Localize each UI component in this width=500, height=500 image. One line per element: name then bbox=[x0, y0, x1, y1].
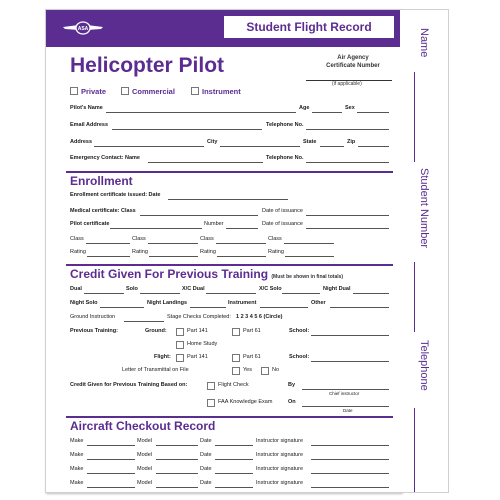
medical-label: Medical certificate: Class bbox=[70, 208, 136, 214]
number-label: Number bbox=[204, 221, 224, 227]
date-issuance-label: Date of issuance bbox=[262, 221, 303, 227]
enrollment-issued-row bbox=[70, 192, 393, 201]
class-label: Class bbox=[132, 236, 146, 242]
letter-row bbox=[70, 367, 393, 376]
ground-instruction-field[interactable] bbox=[124, 321, 164, 322]
credit-heading-text: Credit Given For Previous Training bbox=[70, 267, 269, 281]
model-label: Model bbox=[137, 466, 152, 472]
xc-solo-label: X/C Solo bbox=[259, 286, 282, 292]
solo-label: Solo bbox=[126, 286, 138, 292]
previous-flight-row bbox=[70, 354, 393, 363]
class-label: Class bbox=[268, 236, 282, 242]
emergency-telephone-field[interactable] bbox=[306, 162, 389, 163]
home-study-label: Home Study bbox=[187, 341, 218, 347]
class-field[interactable] bbox=[284, 243, 334, 244]
xc-dual-field[interactable] bbox=[206, 293, 256, 294]
address-field[interactable] bbox=[94, 146, 204, 147]
rating-field[interactable] bbox=[217, 256, 266, 257]
pilot-name-field[interactable] bbox=[106, 112, 296, 113]
form-header bbox=[46, 10, 401, 47]
date-field[interactable] bbox=[215, 445, 253, 446]
agency-label bbox=[318, 54, 388, 70]
rating-label: Rating bbox=[200, 249, 216, 255]
night-dual-label: Night Dual bbox=[323, 286, 351, 292]
rating-label: Instrument bbox=[202, 87, 241, 96]
model-label: Model bbox=[137, 480, 152, 486]
night-landings-label: Night Landings bbox=[147, 300, 188, 306]
model-field[interactable] bbox=[156, 473, 198, 474]
city-label: City bbox=[207, 139, 218, 145]
address-row bbox=[70, 139, 393, 148]
date-field[interactable] bbox=[215, 473, 253, 474]
model-field[interactable] bbox=[156, 445, 198, 446]
date-label: Date bbox=[200, 466, 212, 472]
part141-label: Part 141 bbox=[187, 328, 208, 334]
rating-private[interactable] bbox=[70, 87, 106, 96]
checkout-row bbox=[70, 452, 393, 461]
model-label: Model bbox=[137, 438, 152, 444]
ground-instruction-label: Ground Instruction bbox=[70, 314, 116, 320]
class-field[interactable] bbox=[148, 243, 198, 244]
xc-dual-label: X/C Dual bbox=[182, 286, 205, 292]
city-field[interactable] bbox=[220, 146, 300, 147]
pilot-name-row bbox=[70, 105, 393, 114]
email-label: Email Address bbox=[70, 122, 109, 128]
part141-ground-checkbox[interactable] bbox=[176, 328, 184, 336]
rating-label: Private bbox=[81, 87, 107, 96]
enrollment-heading: Enrollment bbox=[70, 174, 133, 188]
date-caption: Date bbox=[343, 408, 353, 413]
part141-label: Part 141 bbox=[187, 354, 208, 360]
based-on-row bbox=[70, 382, 393, 391]
stage-options[interactable]: 1 2 3 4 5 6 (Circle) bbox=[236, 314, 283, 320]
previous-training-label: Previous Training: bbox=[70, 328, 118, 334]
faa-row bbox=[70, 399, 393, 408]
xc-solo-field[interactable] bbox=[282, 293, 320, 294]
part61-ground-checkbox[interactable] bbox=[232, 328, 240, 336]
flight-check-checkbox[interactable] bbox=[207, 382, 215, 390]
medical-row bbox=[70, 208, 393, 217]
ground-label: Ground: bbox=[145, 328, 167, 334]
make-field[interactable] bbox=[87, 459, 135, 460]
part61-label: Part 61 bbox=[243, 328, 261, 334]
tab-student-number-label: Student Number bbox=[418, 168, 430, 249]
night-solo-label: Night Solo bbox=[70, 300, 98, 306]
flight-label: Flight: bbox=[154, 354, 171, 360]
emergency-name-field[interactable] bbox=[148, 162, 263, 163]
make-field[interactable] bbox=[87, 487, 135, 488]
rating-label: Rating bbox=[268, 249, 284, 255]
pilot-cert-number-field[interactable] bbox=[226, 228, 258, 229]
checkbox[interactable] bbox=[70, 87, 78, 95]
emergency-label: Emergency Contact: Name bbox=[70, 155, 140, 161]
pilot-cert-label: Pilot certificate bbox=[70, 221, 110, 227]
night-dual-field[interactable] bbox=[353, 293, 389, 294]
faa-exam-checkbox[interactable] bbox=[207, 399, 215, 407]
rating-label: Commercial bbox=[132, 87, 175, 96]
rating-label: Rating bbox=[132, 249, 148, 255]
agency-line1: Air Agency bbox=[337, 55, 369, 61]
emergency-telephone-label: Telephone No. bbox=[266, 155, 304, 161]
rating-row bbox=[70, 249, 393, 258]
part61-flight-checkbox[interactable] bbox=[232, 354, 240, 362]
checkbox[interactable] bbox=[191, 87, 199, 95]
based-on-label: Credit Given for Previous Training Based on: bbox=[70, 382, 188, 388]
address-label: Address bbox=[70, 139, 93, 145]
signature-label: Instructor signature bbox=[256, 452, 304, 458]
age-field[interactable] bbox=[312, 112, 342, 113]
tab-telephone-label: Telephone bbox=[418, 340, 430, 391]
zip-label: Zip bbox=[347, 139, 356, 145]
model-field[interactable] bbox=[156, 487, 198, 488]
dual-label: Dual bbox=[70, 286, 82, 292]
school-field[interactable] bbox=[311, 361, 389, 362]
make-label: Make bbox=[70, 480, 84, 486]
pilot-cert-date-field[interactable] bbox=[306, 228, 389, 229]
make-field[interactable] bbox=[87, 445, 135, 446]
signature-field[interactable] bbox=[311, 487, 389, 488]
enrollment-issued-label: Enrollment certificate issued: Date bbox=[70, 192, 161, 198]
make-label: Make bbox=[70, 466, 84, 472]
credit-dual-row bbox=[70, 286, 393, 295]
date-label: Date bbox=[200, 438, 212, 444]
school-field[interactable] bbox=[311, 335, 389, 336]
signature-field[interactable] bbox=[311, 473, 389, 474]
instrument-label: Instrument bbox=[228, 300, 257, 306]
model-label: Model bbox=[137, 452, 152, 458]
date-field[interactable] bbox=[215, 459, 253, 460]
by-label: By bbox=[288, 382, 296, 388]
make-field[interactable] bbox=[87, 473, 135, 474]
pilot-name-label: Pilot's Name bbox=[70, 105, 103, 111]
part141-flight-checkbox[interactable] bbox=[176, 354, 184, 362]
enrollment-date-field[interactable] bbox=[168, 199, 288, 200]
section-divider bbox=[66, 171, 393, 173]
dual-field[interactable] bbox=[84, 293, 124, 294]
agency-note: (if applicable) bbox=[332, 81, 362, 87]
class-field[interactable] bbox=[216, 243, 266, 244]
chief-instructor-field[interactable] bbox=[302, 389, 389, 390]
yes-checkbox[interactable] bbox=[232, 367, 240, 375]
class-field[interactable] bbox=[86, 243, 130, 244]
chief-instructor-label: Chief instructor bbox=[329, 391, 360, 396]
yes-label: Yes bbox=[243, 367, 252, 373]
signature-field[interactable] bbox=[311, 445, 389, 446]
class-label: Class bbox=[200, 236, 214, 242]
signature-field[interactable] bbox=[311, 459, 389, 460]
flight-record-form bbox=[45, 9, 402, 493]
email-row bbox=[70, 122, 393, 131]
previous-ground-row bbox=[70, 328, 393, 337]
on-label: On bbox=[288, 399, 296, 405]
student-number-line[interactable] bbox=[414, 262, 415, 332]
rating-field[interactable] bbox=[87, 256, 130, 257]
telephone-line[interactable] bbox=[414, 408, 415, 492]
checkout-row bbox=[70, 438, 393, 447]
sex-field[interactable] bbox=[357, 112, 389, 113]
signature-label: Instructor signature bbox=[256, 466, 304, 472]
medical-date-field[interactable] bbox=[306, 215, 389, 216]
solo-field[interactable] bbox=[140, 293, 180, 294]
tab-name-label: Name bbox=[418, 28, 430, 58]
zip-field[interactable] bbox=[358, 146, 389, 147]
section-divider bbox=[66, 264, 393, 266]
checkout-row bbox=[70, 466, 393, 475]
credit-night-row bbox=[70, 300, 393, 309]
make-label: Make bbox=[70, 438, 84, 444]
asa-wings-logo-icon bbox=[62, 17, 104, 39]
ground-row bbox=[70, 314, 393, 323]
logo-text: ASA bbox=[77, 26, 89, 32]
date-field[interactable] bbox=[215, 487, 253, 488]
age-label: Age bbox=[299, 105, 310, 111]
sex-label: Sex bbox=[345, 105, 355, 111]
rating-commercial[interactable] bbox=[121, 87, 175, 96]
credit-heading bbox=[70, 267, 343, 281]
checkout-heading: Aircraft Checkout Record bbox=[70, 419, 216, 433]
telephone-label: Telephone No. bbox=[266, 122, 304, 128]
signature-label: Instructor signature bbox=[256, 438, 304, 444]
school-label: School: bbox=[289, 328, 310, 334]
date-issuance-label: Date of issuance bbox=[262, 208, 303, 214]
instrument-field[interactable] bbox=[260, 307, 308, 308]
faa-exam-label: FAA Knowledge Exam bbox=[218, 399, 273, 405]
night-solo-field[interactable] bbox=[100, 307, 144, 308]
checkbox[interactable] bbox=[121, 87, 129, 95]
email-field[interactable] bbox=[112, 129, 262, 130]
rating-field[interactable] bbox=[149, 256, 198, 257]
stage-checks-label: Stage Checks Completed: bbox=[167, 314, 231, 320]
medical-class-field[interactable] bbox=[140, 215, 258, 216]
signature-label: Instructor signature bbox=[256, 480, 304, 486]
date-label: Date bbox=[200, 480, 212, 486]
letter-label: Letter of Transmittal on File bbox=[122, 367, 189, 373]
night-landings-field[interactable] bbox=[190, 307, 226, 308]
page-title: Helicopter Pilot bbox=[70, 54, 225, 77]
credit-note: (Must be shown in final totals) bbox=[271, 274, 344, 280]
make-label: Make bbox=[70, 452, 84, 458]
agency-line2: Certificate Number bbox=[326, 63, 380, 69]
emergency-row bbox=[70, 155, 393, 164]
rating-field[interactable] bbox=[285, 256, 334, 257]
model-field[interactable] bbox=[156, 459, 198, 460]
section-divider bbox=[66, 416, 393, 418]
no-checkbox[interactable] bbox=[261, 367, 269, 375]
rating-instrument[interactable] bbox=[191, 87, 241, 96]
date-label: Date bbox=[200, 452, 212, 458]
record-title: Student Flight Record bbox=[224, 16, 394, 38]
pilot-cert-row bbox=[70, 221, 393, 230]
no-label: No bbox=[272, 367, 280, 373]
faa-date-field[interactable] bbox=[302, 406, 389, 407]
flight-check-label: Flight Check bbox=[218, 382, 249, 388]
rating-label: Rating bbox=[70, 249, 86, 255]
part61-label: Part 61 bbox=[243, 354, 261, 360]
checkout-row bbox=[70, 480, 393, 489]
pilot-cert-field[interactable] bbox=[110, 228, 202, 229]
file-folder-tab bbox=[400, 9, 449, 493]
home-study-checkbox[interactable] bbox=[176, 341, 184, 349]
class-label: Class bbox=[70, 236, 84, 242]
telephone-field[interactable] bbox=[306, 129, 389, 130]
school-label: School: bbox=[289, 354, 310, 360]
other-label: Other bbox=[311, 300, 326, 306]
name-line[interactable] bbox=[414, 72, 415, 162]
other-field[interactable] bbox=[330, 307, 389, 308]
state-label: State bbox=[303, 139, 317, 145]
class-row bbox=[70, 236, 393, 245]
state-field[interactable] bbox=[320, 146, 344, 147]
home-study-row bbox=[70, 341, 393, 350]
